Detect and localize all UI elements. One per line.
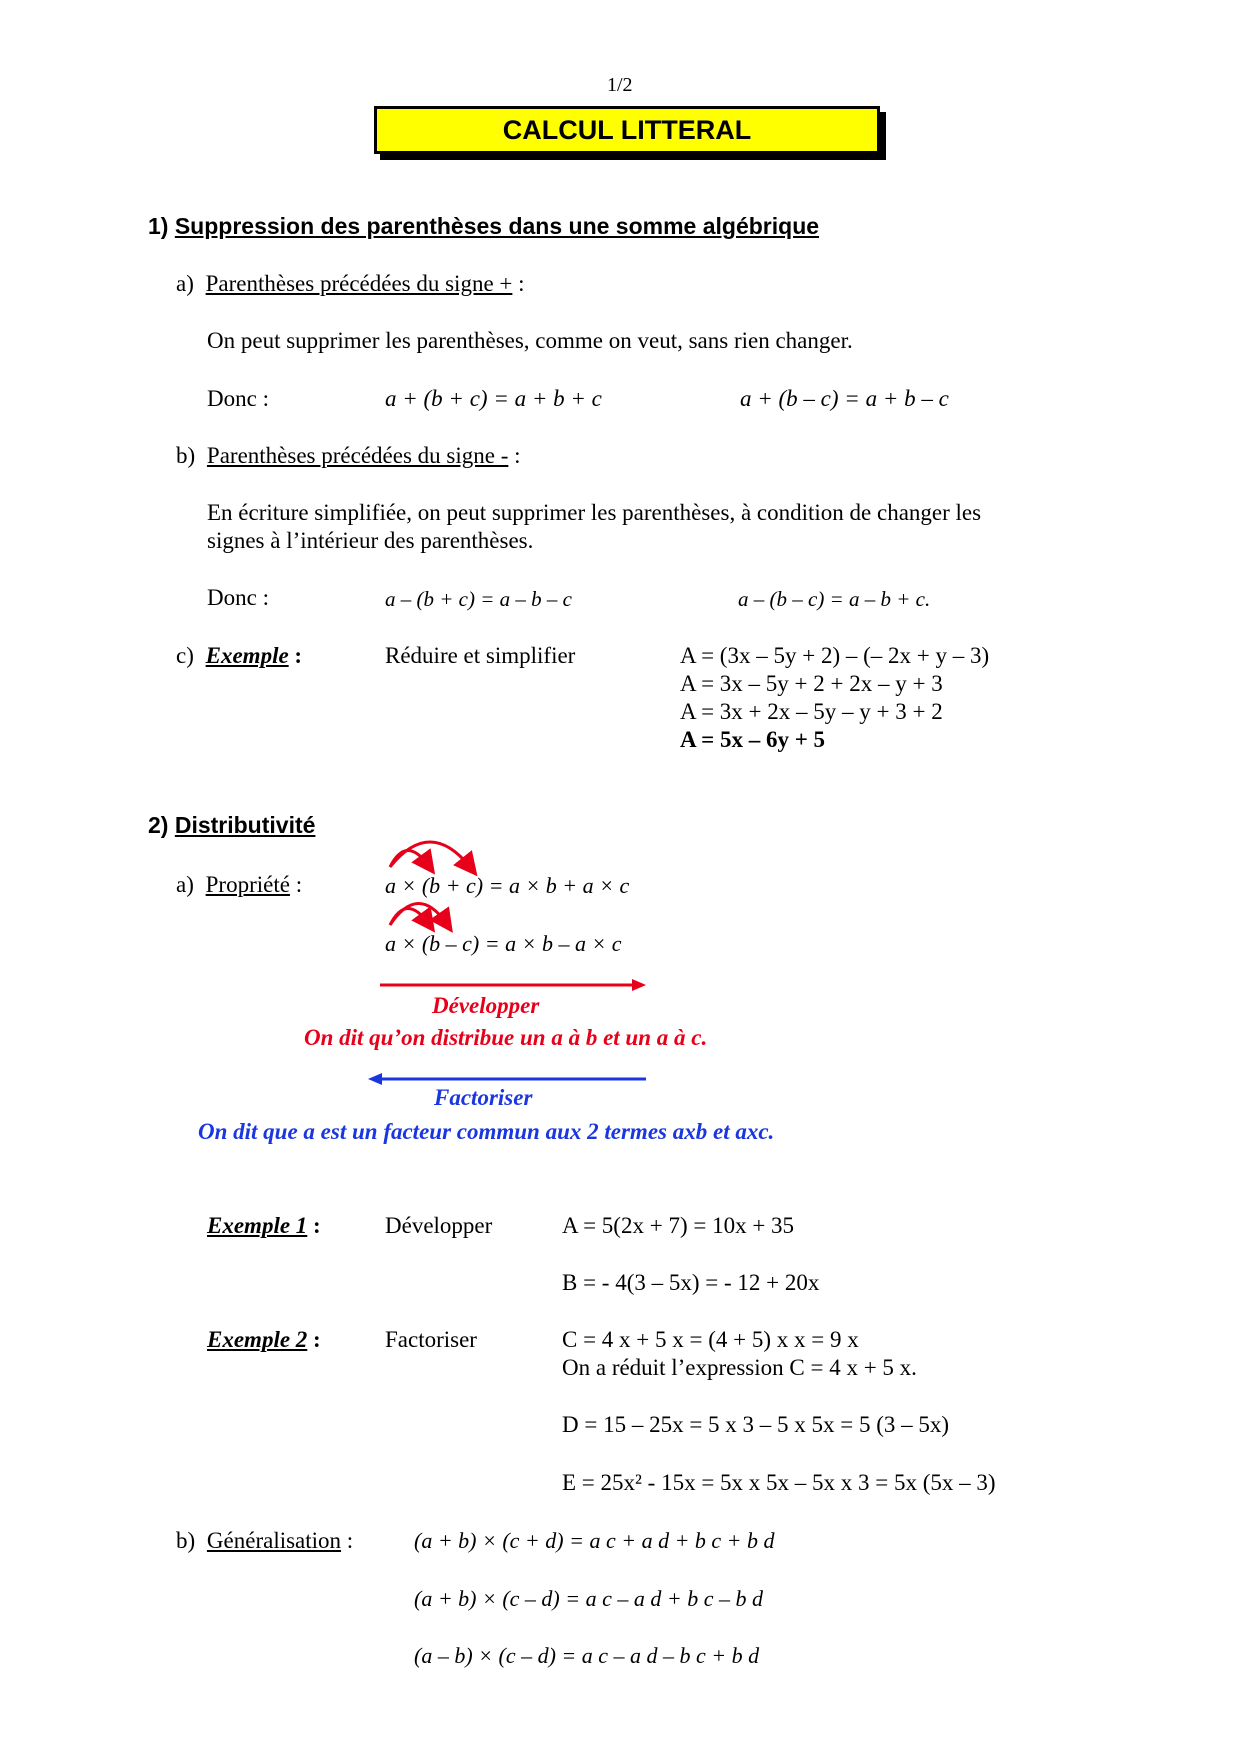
section1a-formula2: a + (b – c) = a + b – c: [740, 386, 949, 411]
exemple2-colon: :: [307, 1327, 321, 1352]
generalisation-line-3: (a – b) × (c – d) = a c – a d – b c + b d: [414, 1643, 760, 1668]
section2b-header: [176, 1528, 353, 1554]
section1c-step-3: A = 3x + 2x – 5y – y + 3 + 2: [680, 699, 943, 724]
generalisation-line-1: (a + b) × (c + d) = a c + a d + b c + b d: [414, 1528, 775, 1553]
exemple1-A: A = 5(2x + 7) = 10x + 35: [562, 1213, 795, 1238]
section1c-step-1: A = (3x – 5y + 2) – (– 2x + y – 3): [680, 643, 990, 668]
section1b-label: Parenthèses précédées du signe -: [206, 443, 509, 468]
factor-label: Factoriser: [434, 1085, 533, 1110]
section1b-formula1: a – (b + c) = a – b – c: [385, 587, 572, 611]
section1c-colon: :: [288, 643, 303, 668]
generalisation-line-2: (a + b) × (c – d) = a c – a d + b c – b d: [414, 1586, 763, 1611]
section2-heading: [148, 812, 315, 839]
section1b-donc: Donc :: [207, 585, 269, 610]
section1a-colon: :: [512, 271, 525, 296]
section1b-colon: :: [508, 443, 521, 468]
section2a-header: [176, 872, 302, 898]
section1c-step-4-result: A = 5x – 6y + 5: [680, 727, 826, 752]
exemple1-instruction: Développer: [385, 1213, 493, 1238]
section1b-header: [176, 443, 521, 469]
exemple2-C: C = 4 x + 5 x = (4 + 5) x x = 9 x: [562, 1327, 859, 1352]
exemple2-C-note: On a réduit l’expression C = 4 x + 5 x.: [562, 1355, 917, 1380]
section1a-header: [176, 271, 525, 297]
exemple2-E: E = 25x² - 15x = 5x x 5x – 5x x 3 = 5x (5x – 3): [562, 1470, 996, 1495]
section1b-formula2: a – (b – c) = a – b + c.: [738, 587, 931, 611]
section2a-label: Propriété: [205, 872, 290, 897]
section2-number: 2): [148, 812, 169, 838]
exemple2-instruction: Factoriser: [385, 1327, 477, 1352]
property-line-1: a × (b + c) = a × b + a × c: [385, 873, 630, 898]
develop-note: On dit qu’on distribue un a à b et un a à c.: [304, 1025, 708, 1050]
section1a-formula1: a + (b + c) = a + b + c: [385, 386, 602, 411]
page-number: 1/2: [607, 74, 633, 96]
exemple1-header: [207, 1213, 321, 1239]
exemple1-colon: :: [307, 1213, 321, 1238]
section1c-step-2: A = 3x – 5y + 2 + 2x – y + 3: [680, 671, 943, 696]
factor-note: On dit que a est un facteur commun aux 2 termes axb et axc.: [198, 1119, 775, 1144]
exemple1-B: B = - 4(3 – 5x) = - 12 + 20x: [562, 1270, 820, 1295]
section2-title: Distributivité: [174, 812, 316, 838]
property-line-2: a × (b – c) = a × b – a × c: [385, 931, 622, 956]
section1c-marker: c): [176, 643, 194, 668]
exemple2-label: Exemple 2: [207, 1327, 308, 1352]
section1c-label: Exemple: [205, 643, 289, 668]
section1-heading: [148, 213, 819, 240]
exemple2-D: D = 15 – 25x = 5 x 3 – 5 x 5x = 5 (3 – 5x): [562, 1412, 950, 1437]
section2a-colon: :: [289, 872, 303, 897]
section1a-marker: a): [176, 271, 194, 296]
section1b-text-line2: signes à l’intérieur des parenthèses.: [207, 528, 534, 553]
section2b-colon: :: [341, 1528, 354, 1553]
section1b-text-line1: En écriture simplifiée, on peut supprimer les parenthèses, à condition de changer les: [207, 500, 982, 525]
section1a-label: Parenthèses précédées du signe +: [205, 271, 513, 296]
section1b-marker: b): [176, 443, 196, 468]
develop-arrow-icon: [378, 978, 648, 992]
exemple2-header: [207, 1327, 321, 1353]
section1c-instruction: Réduire et simplifier: [385, 643, 576, 668]
page-title: CALCUL LITTERAL: [374, 106, 880, 154]
section1a-donc: Donc :: [207, 386, 269, 411]
section2b-label: Généralisation: [206, 1528, 342, 1553]
section1-title: Suppression des parenthèses dans une somme algébrique: [174, 213, 820, 239]
section2b-marker: b): [176, 1528, 196, 1553]
factor-arrow-icon: [366, 1072, 648, 1086]
section1-number: 1): [148, 213, 169, 239]
exemple1-label: Exemple 1: [207, 1213, 308, 1238]
section2a-marker: a): [176, 872, 194, 897]
section1c-header: [176, 643, 302, 669]
section1a-text: On peut supprimer les parenthèses, comme on veut, sans rien changer.: [207, 328, 853, 353]
develop-label: Développer: [432, 993, 540, 1018]
